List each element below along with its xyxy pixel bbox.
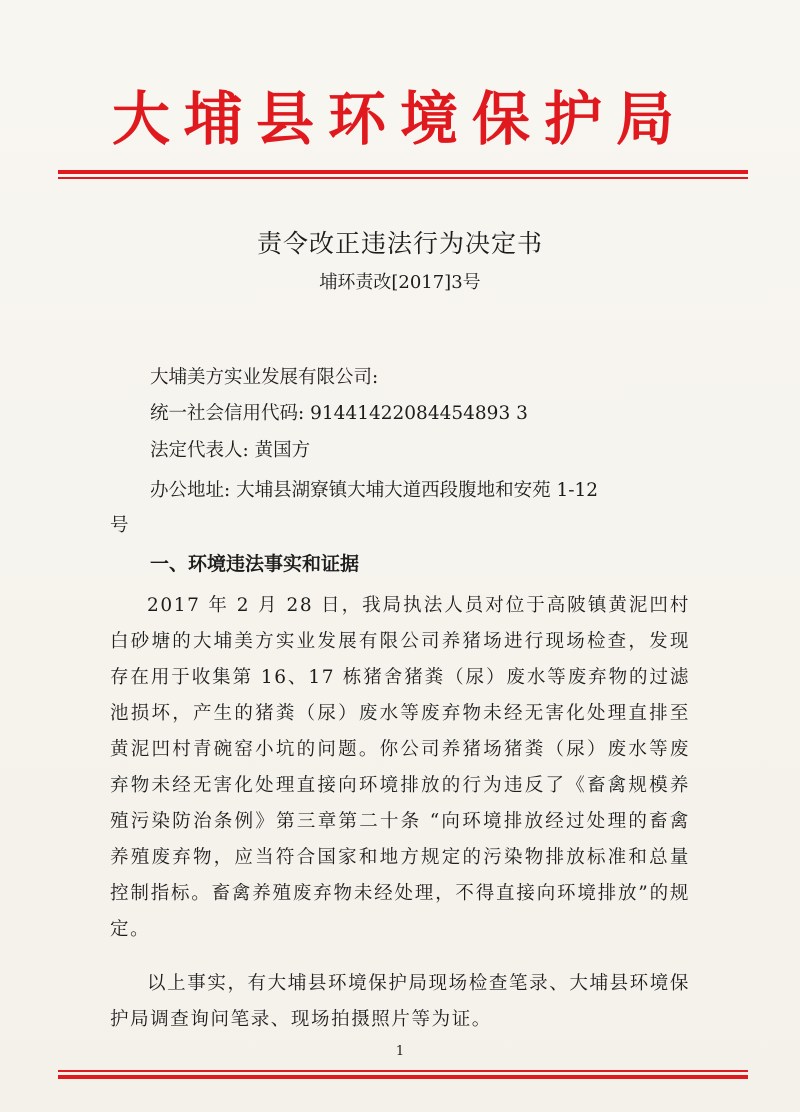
document-number: 埔环责改[2017]3号	[319, 272, 481, 293]
organization-letterhead: 大埔县环境保护局	[111, 85, 688, 153]
office-address: 办公地址: 大埔县湖寮镇大埔大道西段腹地和安苑 1-12	[150, 480, 599, 501]
page-number: 1	[395, 1044, 405, 1059]
footer-rule-thin	[58, 1070, 748, 1072]
office-address-continued: 号	[110, 515, 129, 536]
document-title: 责令改正违法行为决定书	[256, 229, 543, 258]
footer-rule-thick	[58, 1075, 748, 1079]
legal-representative: 法定代表人: 黄国方	[150, 440, 311, 461]
paragraph-violation-facts: 2017 年 2 月 28 日，我局执法人员对位于高陂镇黄泥凹村白砂塘的大埔美方实业发展有限公司养猪场进行现场检查，发现存在用于收集第 16、17 栋猪舍猪粪（尿）废水等废弃物的过滤池损坏，产生的猪粪（尿）废水等废弃物未经无害化处理直排至黄泥凹村青碗窑小坑的问题。你公司养猪场猪粪（尿）废水等废弃物未经无害化处理直接向环境排放的行为违反了《畜禽规模养殖污染防治条例》第三章第二十条 “向环境排放经过处理的畜禽养殖废弃物，应当符合国家和地方规定的污染物排放标准和总量控制指标。畜禽养殖废弃物未经处理，不得直接向环境排放”的规定。	[110, 595, 690, 940]
paragraph-evidence: 以上事实，有大埔县环境保护局现场检查笔录、大埔县环境保护局调查询问笔录、现场拍摄照片等为证。	[110, 973, 690, 1030]
header-rule-thick	[58, 170, 748, 174]
credit-code: 统一社会信用代码: 91441422084454893 3	[150, 403, 528, 424]
header-rule-thin	[58, 177, 748, 179]
section-heading-violation-facts: 一、环境违法事实和证据	[150, 553, 360, 575]
addressee-company: 大埔美方实业发展有限公司:	[150, 367, 379, 388]
